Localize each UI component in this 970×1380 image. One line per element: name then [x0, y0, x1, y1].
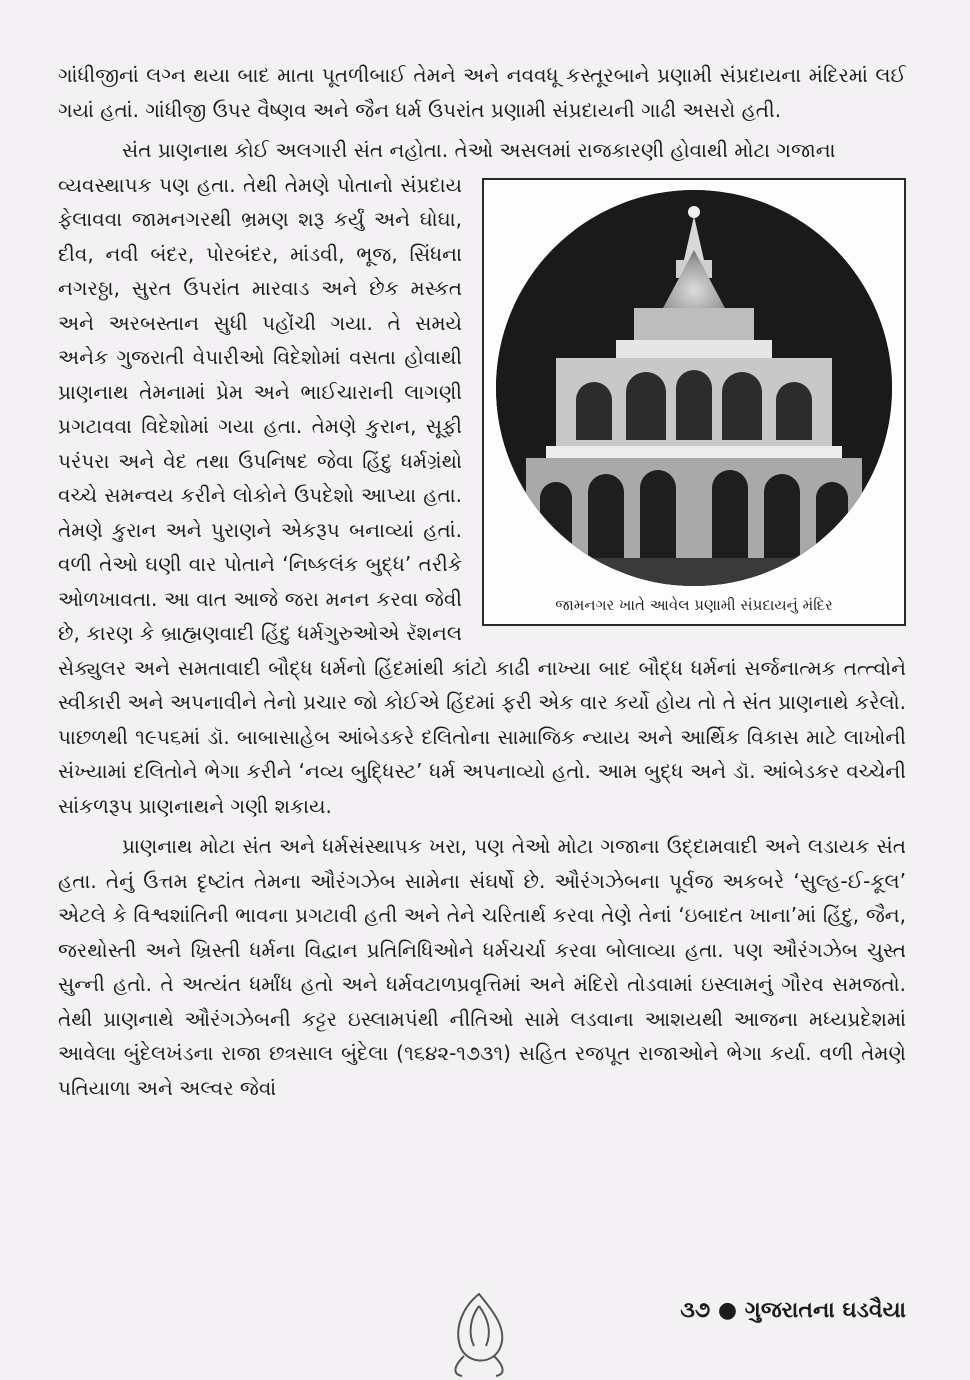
temple-figure — [482, 178, 906, 626]
page-footer — [680, 1298, 906, 1323]
page-body — [58, 58, 906, 1348]
paragraph-1-continued: ગાંધીજીનાં લગ્ન થયા બાદ માતા પૂતળીબાઈ તેમને અને નવવધૂ કસ્તૂરબાને પ્રણામી સંપ્રદાયના મંદિરમાં લઈ ગયાં હતાં. ગાંધીજી ઉપર વૈષ્ણવ અને જૈન ધર્મ ઉપરાંત પ્રણામી સંપ્રદાયની ગાઢી અસરો હતી. — [58, 63, 906, 122]
paragraph-2-body: વ્યવસ્થાપક પણ હતા. તેથી તેમણે પોતાનો સંપ્રદાય ફેલાવવા જામનગરથી ભ્રમણ શરૂ કર્યું અને ઘોઘા, દીવ, નવી બંદર, પોરબંદર, માંડવી, ભૂજ, સિંધના નગરઠ્ઠા, સુરત ઉપરાંત મારવાડ અને છેક મસ્કત અને અરબસ્તાન સુધી પહોંચી ગયા. તે સમયે અનેક ગુજરાતી વેપારીઓ વિદેશોમાં વસતા હોવાથી પ્રાણનાથ તેમનામાં પ્રેમ અને ભાઈચારાની લાગણી પ્રગટાવવા વિદેશોમાં ગયા હતા. તેમણે કુરાન, સૂફી પરંપરા અને વેદ તથા ઉપનિષદ જેવા હિંદુ ધર્મગ્રંથો વચ્ચે સમન્વય કરીને લોકોને ઉપદેશો આપ્યા હતા. તેમણે કુરાન અને પુરાણને એકરૂપ બનાવ્યાં હતાં. વળી તેઓ ઘણી વાર પોતાને ‘નિષ્કલંક બુદ્ધ’ તરીકે ઓળખાવતા. આ વાત આજે જરા મનન કરવા જેવી છે, કારણ કે બ્રાહ્મણવાદી હિંદુ ધર્મગુરુઓએ રૅશનલ સેક્યુલર અને સમતાવાદી બૌદ્ધ ધર્મનો હિંદમાંથી કાંટો કાઢી નાખ્યા બાદ બૌદ્ધ ધર્મનાં સર્જનાત્મક તત્ત્વોને સ્વીકારી અને અપનાવીને તેનો પ્રચાર જો કોઈએ હિંદમાં ફરી એક વાર કર્યો હોય તો તે સંત પ્રાણનાથે કરેલો. પાછળથી ૧૯૫૬માં ડૉ. બાબાસાહેબ આંબેડકરે દલિતોના સામાજિક ન્યાય અને આર્થિક વિકાસ માટે લાખોની સંખ્યામાં દલિતોને ભેગા કરીને ‘નવ્ય બુદ્ધિસ્ટ’ ધર્મ અપનાવ્યો હતો. આમ બુદ્ધ અને ડૉ. આંબેડકર વચ્ચેની સાંકળરૂપ પ્રાણનાથને ગણી શકાય. — [58, 172, 906, 818]
temple-illustration — [496, 190, 892, 586]
figure-caption: જામનગર ખાતે આવેલ પ્રણામી સંપ્રદાયનું મંદિર — [555, 595, 833, 614]
paragraph-3: પ્રાણનાથ મોટા સંત અને ધર્મસંસ્થાપક ખરા, પણ તેઓ મોટા ગજાના ઉદ્દામવાદી અને લડાયક સંત હતા. તેનું ઉત્તમ દૃષ્ટાંત તેમના ઔરંગઝેબ સામેના સંઘર્ષો છે. ઔરંગઝેબના પૂર્વજ અકબરે ‘સુલ્હ-ઈ-કૂલ’ એટલે કે વિશ્વશાંતિની ભાવના પ્રગટાવી હતી અને તેને ચરિતાર્થ કરવા તેણે તેનાં ‘ઇબાદત ખાના’માં હિંદુ, જૈન, જરથોસ્તી અને ખ્રિસ્તી ધર્મના વિદ્વાન પ્રતિનિધિઓને ધર્મચર્ચા કરવા બોલાવ્યા હતા. પણ ઔરંગઝેબ ચુસ્ત સુન્ની હતો. તે અત્યંત ધર્માંધ હતો અને ધર્મવટાળપ્રવૃત્તિમાં અને મંદિરો તોડવામાં ઇસ્લામનું ગૌરવ સમજતો. તેથી પ્રાણનાથે ઔરંગઝેબની કટ્ટર ઇસ્લામપંથી નીતિઓ સામે લડવાના આશયથી આજના મધ્યપ્રદેશમાં આવેલા બુંદેલખંડના રાજા છત્રસાલ બુંદેલા (૧૬૪૨-૧૭૩૧) સહિત રજપૂત રાજાઓને ભેગા કર્યા. વળી તેમણે પતિયાળા અને અલ્વર જેવાં — [58, 834, 907, 1100]
book-title: ગુજરાતના ઘડવૈયા — [744, 1298, 906, 1323]
page-number: ૩૭ — [680, 1298, 711, 1323]
bullet-icon: ● — [717, 1298, 738, 1323]
temple-photo — [496, 190, 892, 586]
ornament-icon — [434, 1286, 524, 1380]
photo-frame — [482, 178, 906, 626]
paragraph-2-first-line: સંત પ્રાણનાથ કોઈ અલગારી સંત નહોતા. તેઓ અસલમાં રાજકારણી હોવાથી મોટા ગજાના — [122, 138, 836, 162]
